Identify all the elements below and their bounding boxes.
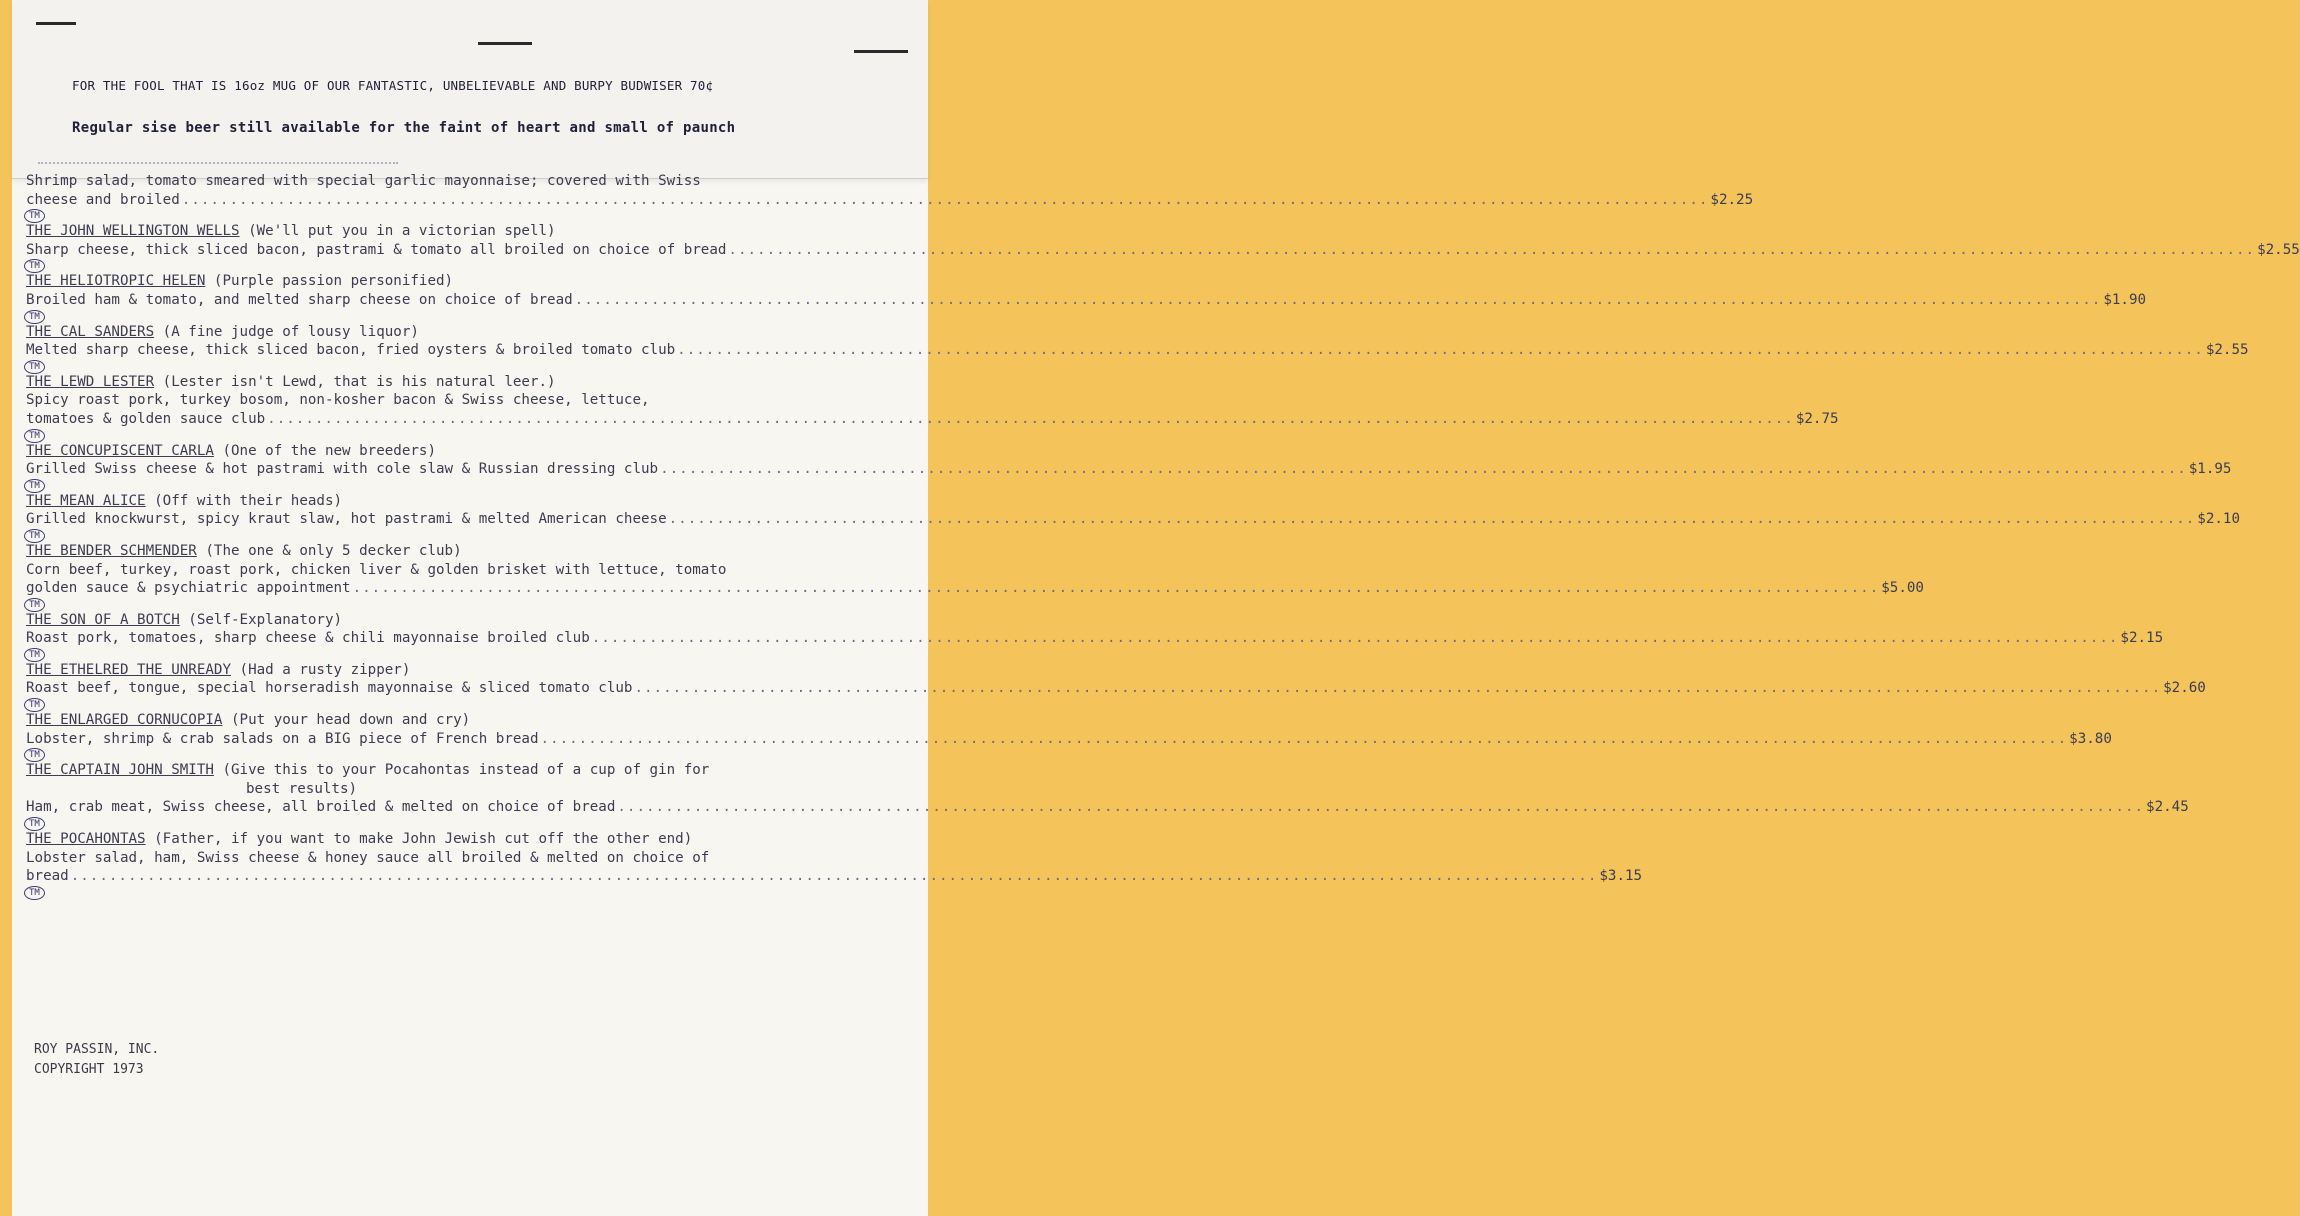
trademark-stamp: TM bbox=[24, 209, 45, 223]
item-name: THE MEAN ALICE bbox=[26, 492, 146, 509]
dot-leader: ................................................................................................................................................................ bbox=[617, 799, 2145, 816]
trademark-stamp: TM bbox=[24, 817, 45, 831]
item-description: Corn beef, turkey, roast pork, chicken liver & golden brisket with lettuce, tomato bbox=[26, 561, 727, 578]
item-tagline: (Give this to your Pocahontas instead of a cup of gin for bbox=[222, 762, 710, 779]
item-name: THE JOHN WELLINGTON WELLS bbox=[26, 223, 240, 240]
trademark-stamp: TM bbox=[24, 648, 45, 662]
item-name: THE SON OF A BOTCH bbox=[26, 611, 180, 628]
item-tagline: (Self-Explanatory) bbox=[188, 611, 343, 628]
item-tagline: (A fine judge of lousy liquor) bbox=[162, 323, 419, 340]
center-mark bbox=[478, 42, 532, 45]
dot-leader: ................................................................................................................................................................ bbox=[677, 342, 2204, 359]
item-description-end: cheese and broiled bbox=[26, 191, 180, 208]
menu-item bbox=[26, 711, 2112, 761]
item-description: Shrimp salad, tomato smeared with special garlic mayonnaise; covered with Swiss bbox=[26, 173, 701, 189]
item-price-line bbox=[26, 579, 1924, 598]
dot-leader: ................................................................................................................................................................ bbox=[728, 241, 2256, 258]
item-name: THE BENDER SCHMENDER bbox=[26, 542, 197, 559]
item-description: Lobster salad, ham, Swiss cheese & honey sauce all broiled & melted on choice of bbox=[26, 849, 710, 866]
item-description-end: Roast pork, tomatoes, sharp cheese & chili mayonnaise broiled club bbox=[26, 630, 590, 647]
item-price-line bbox=[26, 241, 2300, 260]
item-title-line bbox=[26, 761, 878, 780]
copyright-line: COPYRIGHT 1973 bbox=[34, 1062, 144, 1077]
dot-leader: ................................................................................................................................................................ bbox=[267, 410, 1794, 427]
item-title-line bbox=[26, 373, 878, 392]
menu-item bbox=[26, 830, 1643, 898]
item-tagline: (Father, if you want to make John Jewish cut off the other end) bbox=[154, 831, 693, 848]
item-tagline: (One of the new breeders) bbox=[222, 442, 437, 459]
corner-mark-left bbox=[36, 22, 76, 25]
dot-leader: ................................................................................................................................................................ bbox=[634, 680, 2162, 697]
trademark-stamp: TM bbox=[24, 886, 45, 900]
item-price: $2.55 bbox=[2205, 342, 2249, 359]
item-price-line bbox=[26, 341, 2249, 360]
menu-item bbox=[26, 492, 2240, 541]
item-price-line bbox=[26, 867, 1643, 886]
dot-leader: ................................................................................................................................................................ bbox=[591, 630, 2119, 647]
trademark-stamp: TM bbox=[24, 479, 45, 493]
company-name: ROY PASSIN, INC. bbox=[34, 1042, 160, 1057]
item-description-end: Grilled Swiss cheese & hot pastrami with cole slaw & Russian dressing club bbox=[26, 461, 659, 478]
dot-leader: ................................................................................................................................................................ bbox=[540, 730, 2068, 747]
beer-offer-subheading: Regular sise beer still available for the faint of heart and small of paunch bbox=[72, 120, 736, 136]
item-price: $2.25 bbox=[1710, 191, 1754, 208]
item-name: THE CAL SANDERS bbox=[26, 323, 155, 340]
item-description-end: Grilled knockwurst, spicy kraut slaw, hot pastrami & melted American cheese bbox=[26, 511, 667, 528]
item-price-line bbox=[26, 460, 2232, 479]
item-title-line bbox=[26, 323, 878, 342]
header-flap bbox=[12, 0, 928, 179]
item-tagline: (The one & only 5 decker club) bbox=[205, 542, 462, 559]
item-description-end: Sharp cheese, thick sliced bacon, pastrami & tomato all broiled on choice of bread bbox=[26, 241, 727, 258]
dot-leader: ................................................................................................................................................................ bbox=[181, 191, 1709, 208]
menu-item bbox=[26, 442, 2232, 491]
menu-item bbox=[26, 661, 2206, 711]
sandwich-list bbox=[26, 172, 2300, 899]
footer bbox=[34, 1040, 159, 1080]
dot-leader: ................................................................................................................................................................ bbox=[668, 511, 2196, 528]
item-price-line bbox=[26, 629, 2164, 648]
trademark-stamp: TM bbox=[24, 259, 45, 273]
item-description-end: bread bbox=[26, 868, 69, 885]
item-title-line bbox=[26, 542, 878, 561]
item-tagline: (Put your head down and cry) bbox=[231, 712, 471, 729]
item-name: THE CAPTAIN JOHN SMITH bbox=[26, 762, 214, 779]
item-title-line bbox=[26, 272, 878, 291]
item-title-line bbox=[26, 711, 878, 730]
menu-item bbox=[26, 761, 2189, 830]
item-tagline: (Purple passion personified) bbox=[213, 273, 454, 290]
corner-mark-right bbox=[854, 50, 908, 53]
item-description-end: tomatoes & golden sauce club bbox=[26, 410, 266, 427]
trademark-stamp: TM bbox=[24, 429, 45, 443]
trademark-stamp: TM bbox=[24, 748, 45, 762]
item-price: $2.55 bbox=[2257, 241, 2300, 258]
item-description-end: Roast beef, tongue, special horseradish mayonnaise & sliced tomato club bbox=[26, 680, 633, 697]
dot-leader: ................................................................................................................................................................ bbox=[352, 580, 1880, 597]
menu-item bbox=[26, 611, 2164, 660]
item-name: THE HELIOTROPIC HELEN bbox=[26, 273, 206, 290]
item-description-end: Ham, crab meat, Swiss cheese, all broiled & melted on choice of bread bbox=[26, 799, 616, 816]
menu-item bbox=[26, 323, 2249, 372]
item-description-end: golden sauce & psychiatric appointment bbox=[26, 580, 351, 597]
item-title-line bbox=[26, 222, 878, 241]
item-name: THE ENLARGED CORNUCOPIA bbox=[26, 712, 223, 729]
item-name: THE CONCUPISCENT CARLA bbox=[26, 442, 214, 459]
menu-item bbox=[26, 272, 2147, 322]
item-tagline-continued: best results) bbox=[246, 780, 358, 797]
menu-item bbox=[26, 172, 1754, 222]
item-tagline: (Had a rusty zipper) bbox=[239, 661, 411, 678]
dot-leader: ................................................................................................................................................................ bbox=[574, 291, 2102, 308]
trademark-stamp: TM bbox=[24, 698, 45, 712]
item-name: THE LEWD LESTER bbox=[26, 373, 155, 390]
dot-leader: ................................................................................................................................................................ bbox=[70, 868, 1598, 885]
trademark-stamp: TM bbox=[24, 529, 45, 543]
item-tagline: (Off with their heads) bbox=[154, 492, 343, 509]
item-description-end: Broiled ham & tomato, and melted sharp cheese on choice of bread bbox=[26, 291, 573, 308]
item-description-end: Melted sharp cheese, thick sliced bacon, fried oysters & broiled tomato club bbox=[26, 342, 676, 359]
item-title-line bbox=[26, 661, 878, 680]
item-price-line bbox=[26, 510, 2240, 529]
item-price: $2.75 bbox=[1795, 410, 1839, 427]
item-title-line bbox=[26, 611, 878, 630]
item-price-line bbox=[26, 798, 2189, 817]
item-description-end: Lobster, shrimp & crab salads on a BIG piece of French bread bbox=[26, 730, 539, 747]
item-description: Spicy roast pork, turkey bosom, non-kosher bacon & Swiss cheese, lettuce, bbox=[26, 392, 650, 409]
item-title-line bbox=[26, 492, 878, 511]
item-tagline: (We'll put you in a victorian spell) bbox=[248, 223, 556, 240]
item-title-line bbox=[26, 830, 878, 849]
trademark-stamp: TM bbox=[24, 310, 45, 324]
item-price: $2.45 bbox=[2146, 799, 2189, 816]
item-price: $3.15 bbox=[1599, 868, 1643, 885]
item-price-line bbox=[26, 679, 2206, 698]
item-price-line bbox=[26, 410, 1839, 429]
item-price: $3.80 bbox=[2069, 730, 2112, 747]
beer-offer-heading: FOR THE FOOL THAT IS 16oz MUG OF OUR FANTASTIC, UNBELIEVABLE AND BURPY BUDWISER 70¢ bbox=[72, 78, 714, 93]
item-tagline: (Lester isn't Lewd, that is his natural leer.) bbox=[162, 373, 556, 390]
item-price: $2.10 bbox=[2197, 511, 2240, 528]
menu-item bbox=[26, 542, 1924, 610]
item-price-line bbox=[26, 291, 2147, 310]
item-price: $2.60 bbox=[2163, 680, 2206, 697]
item-price: $1.95 bbox=[2188, 461, 2232, 478]
item-title-line bbox=[26, 442, 878, 461]
item-price: $1.90 bbox=[2103, 291, 2147, 308]
dot-leader: ................................................................................................................................................................ bbox=[660, 461, 2187, 478]
item-price-line bbox=[26, 191, 1754, 210]
item-name: THE POCAHONTAS bbox=[26, 831, 146, 848]
item-name: THE ETHELRED THE UNREADY bbox=[26, 661, 231, 678]
item-price: $5.00 bbox=[1881, 580, 1924, 597]
trademark-stamp: TM bbox=[24, 598, 45, 612]
trademark-stamp: TM bbox=[24, 360, 45, 374]
menu-item bbox=[26, 373, 1839, 441]
item-price-line bbox=[26, 730, 2112, 749]
item-price: $2.15 bbox=[2120, 630, 2164, 647]
menu-item bbox=[26, 222, 2300, 272]
